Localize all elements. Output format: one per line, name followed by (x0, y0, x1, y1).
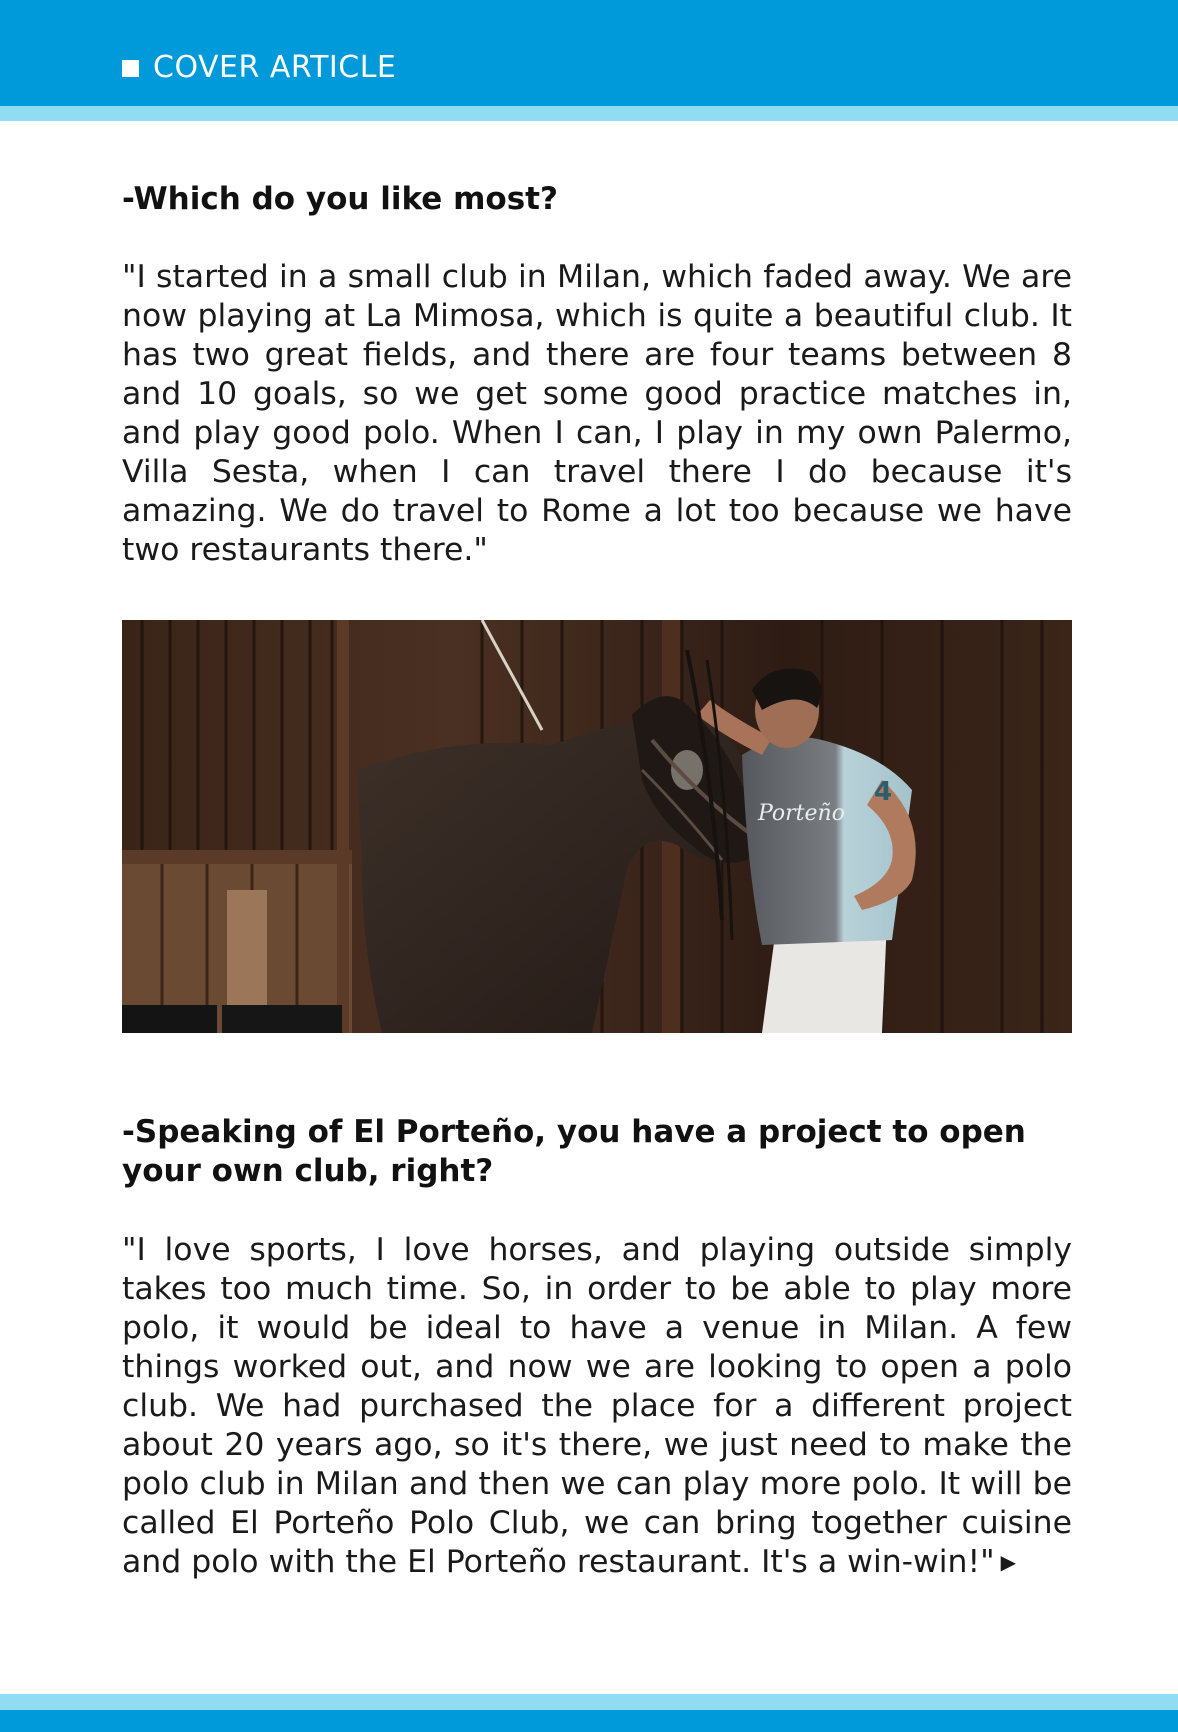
square-bullet-icon (122, 60, 139, 77)
footer-stripe (0, 1694, 1178, 1710)
header-stripe (0, 106, 1178, 121)
answer-paragraph-2 (122, 1231, 1072, 1582)
question-heading-2: -Speaking of El Porteño, you have a project to open your own club, right? (122, 1114, 1026, 1189)
footer-bar (0, 1710, 1178, 1732)
section-label: COVER ARTICLE (153, 50, 397, 85)
jersey-number: 4 (874, 777, 893, 807)
answer-text-1: "I started in a small club in Milan, which faded away. We are now playing at La Mimosa, which is quite a beautiful club. It has two great fields, and there are four teams between 8 and 10 goals, so we get some good practice matches in, and play good polo. When I can, I play in my own Palermo, Villa Sesta, when I can travel there I do because it's amazing. We do travel to Rome a lot too because we have two restaurants there." (122, 259, 1072, 568)
horse-and-player-illustration (122, 620, 1072, 1033)
question-heading-1: -Which do you like most? (122, 181, 558, 217)
answer-paragraph-1 (122, 258, 1072, 570)
answer-text-2: "I love sports, I love horses, and playing outside simply takes too much time. So, in order to be able to play more polo, it would be ideal to have a venue in Milan. A few things worked out, and now we are looking to open a polo club. We had purchased the place for a different project about 20 years ago, so it's there, we just need to make the polo club in Milan and then we can play more polo. It will be called El Porteño Polo Club, we can bring together cuisine and polo with the El Porteño restaurant. It's a win-win!" (122, 1232, 1072, 1580)
jersey-logo-text: Porteño (758, 801, 845, 826)
article-photo (122, 620, 1072, 1033)
continue-arrow-icon: ▶ (1000, 1550, 1017, 1574)
